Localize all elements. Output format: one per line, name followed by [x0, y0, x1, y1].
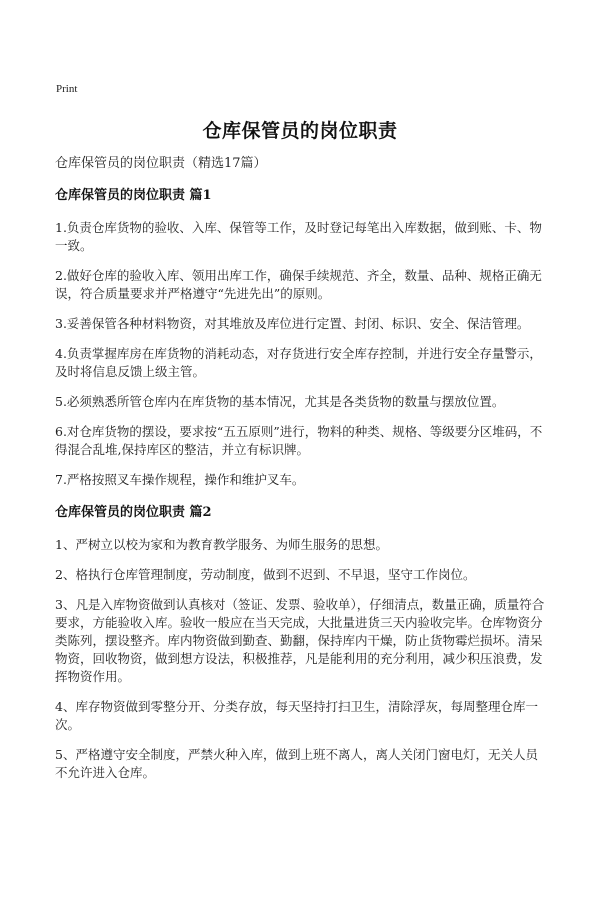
- section-1: [55, 184, 550, 489]
- paragraph: 6.对仓库货物的摆设，要求按“五五原则”进行，物料的种类、规格、等级要分区堆码，不得混合乱堆,保持库区的整洁，并立有标识牌。: [55, 424, 543, 457]
- paragraph: 1、严树立以校为家和为教育教学服务、为师生服务的思想。: [55, 537, 388, 552]
- document-body: [55, 184, 550, 794]
- section-heading: 仓库保管员的岗位职责 篇2: [55, 505, 212, 520]
- document-subtitle: 仓库保管员的岗位职责（精选17篇）: [55, 156, 267, 171]
- paragraph: 4.负责掌握库房在库货物的消耗动态，对存货进行安全库存控制，并进行安全存量警示，及时将信息反馈上级主管。: [55, 346, 542, 379]
- print-label: Print: [56, 83, 78, 95]
- paragraph: 2、格执行仓库管理制度，劳动制度，做到不迟到、不早退，坚守工作岗位。: [55, 567, 476, 582]
- section-heading: 仓库保管员的岗位职责 篇1: [55, 188, 212, 203]
- paragraph: 5、严格遵守安全制度，严禁火种入库，做到上班不离人，离人关闭门窗电灯，无关人员不允许进入仓库。: [55, 747, 538, 780]
- paragraph: 3、凡是入库物资做到认真核对（签证、发票、验收单），仔细清点，数量正确，质量符合要求，方能验收入库。验收一般应在当天完成，大批量进货三天内验收完毕。仓库物资分类陈列，摆设整齐。库内物资做到勤查、勤翻，保持库内干燥，防止货物霉烂损坏。清呆物资，回收物资，做到想方设法，积极推荐，凡是能利用的充分利用，减少积压浪费，发挥物资作用。: [55, 597, 545, 684]
- paragraph: 7.严格按照叉车操作规程，操作和维护叉车。: [55, 472, 305, 487]
- paragraph: 4、库存物资做到零整分开、分类存放，每天坚持打扫卫生，清除浮灰，每周整理仓库一次。: [55, 699, 538, 732]
- paragraph: 2.做好仓库的验收入库、领用出库工作，确保手续规范、齐全，数量、品种、规格正确无误，符合质量要求并严格遵守“先进先出”的原则。: [55, 268, 542, 301]
- paragraph: 3.妥善保管各种材料物资，对其堆放及库位进行定置、封闭、标识、安全、保洁管理。: [55, 316, 530, 331]
- paragraph: 5.必须熟悉所管仓库内在库货物的基本情况，尤其是各类货物的数量与摆放位置。: [55, 394, 505, 409]
- section-2: [55, 501, 550, 782]
- paragraph: 1.负责仓库货物的验收、入库、保管等工作，及时登记每笔出入库数据，做到账、卡、物一致。: [55, 220, 542, 253]
- page-title: 仓库保管员的岗位职责: [202, 120, 398, 142]
